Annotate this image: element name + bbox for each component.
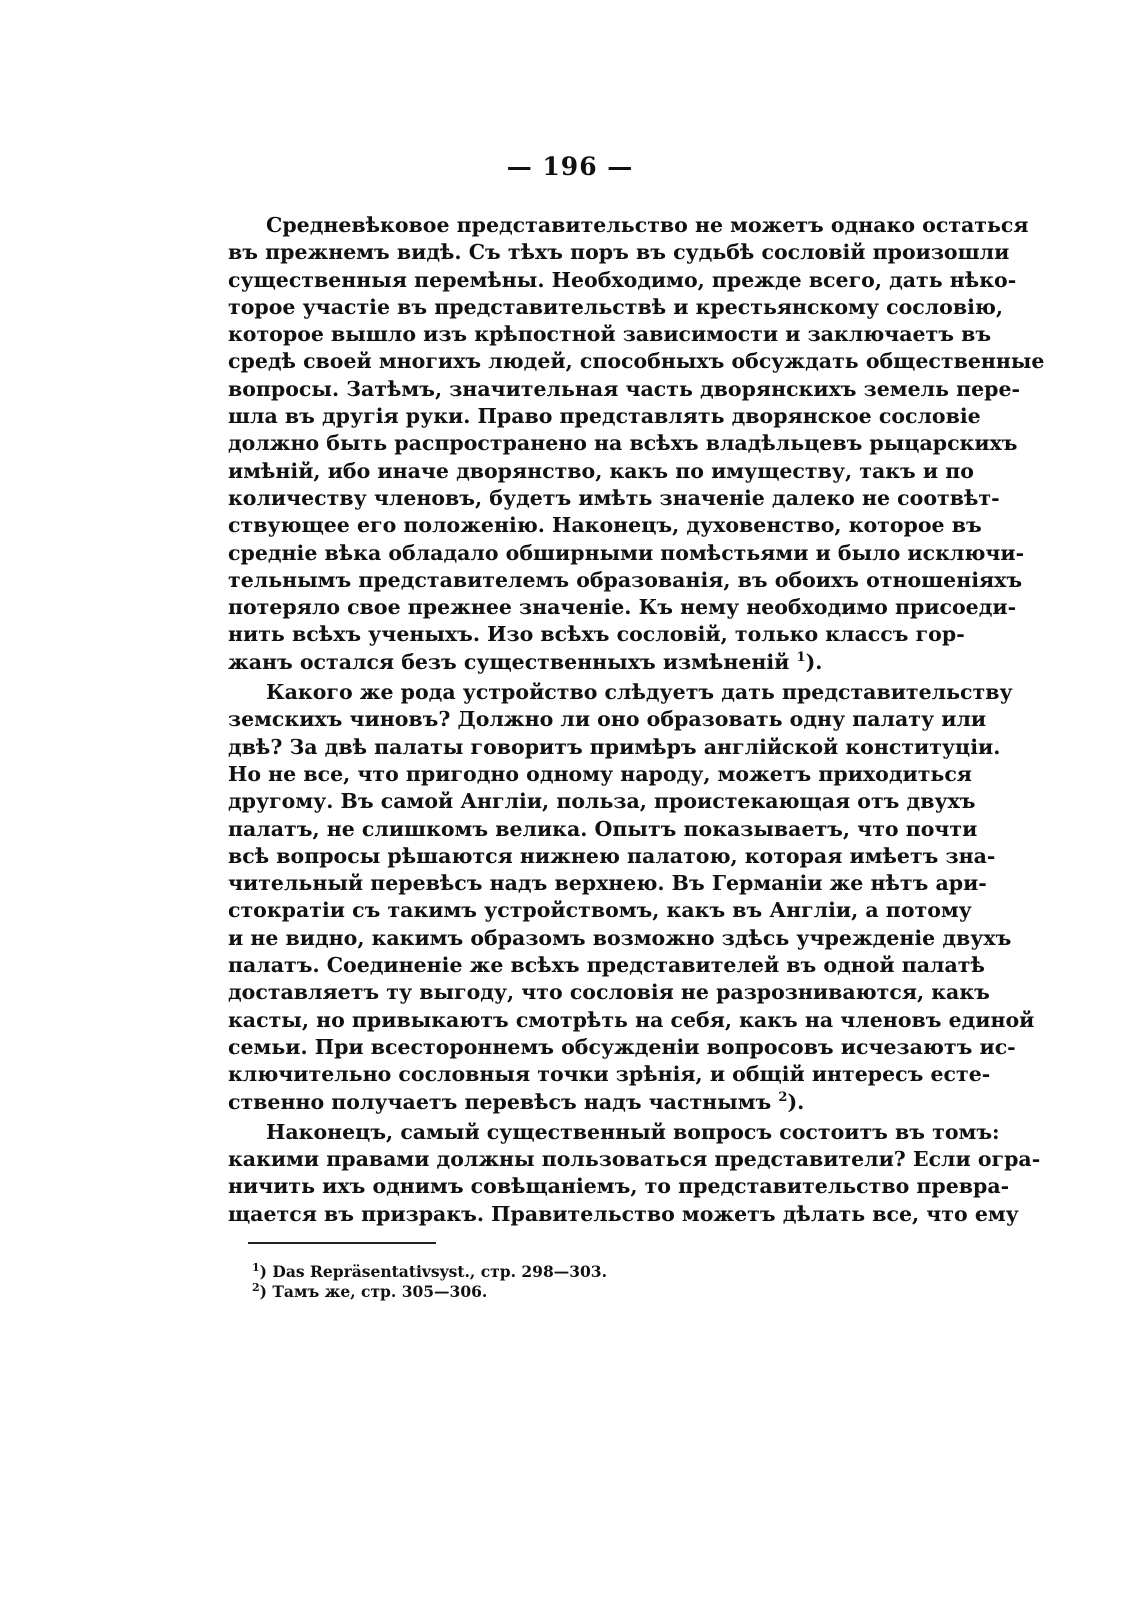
- footnote-separator: [248, 1242, 436, 1244]
- line-text: другому. Въ самой Англіи, польза, проистекающая отъ двухъ: [228, 789, 976, 814]
- footnotes: [252, 1262, 852, 1302]
- text-line: [228, 458, 974, 485]
- text-line: [228, 952, 985, 979]
- footnote: [252, 1282, 852, 1302]
- text-line: [228, 594, 1017, 621]
- text-line: [228, 485, 1000, 512]
- text-line: [228, 870, 987, 897]
- text-line: [228, 1007, 1035, 1034]
- text-line: [228, 979, 990, 1006]
- line-text: какими правами должны пользоваться представители? Если огра-: [228, 1147, 1041, 1172]
- line-text: потеряло свое прежнее значеніе. Къ нему необходимо присоеди-: [228, 595, 1017, 620]
- text-line: [228, 348, 1045, 375]
- line-text: средѣ своей многихъ людей, способныхъ обсуждать общественные: [228, 349, 1045, 374]
- line-text: средніе вѣка обладало обширными помѣстьями и было исключи-: [228, 540, 1025, 565]
- line-text: торое участіе въ представительствѣ и крестьянскому сословію,: [228, 294, 1004, 319]
- line-text: чительный перевѣсъ надъ верхнею. Въ Германіи же нѣтъ ари-: [228, 871, 987, 896]
- line-text: палатъ, не слишкомъ велика. Опытъ показываетъ, что почти: [228, 816, 978, 841]
- text-line: [228, 1089, 928, 1116]
- line-text: всѣ вопросы рѣшаются нижнею палатою, которая имѣетъ зна-: [228, 843, 996, 868]
- line-text: жанъ остался безъ существенныхъ измѣненій: [228, 649, 790, 674]
- line-text: земскихъ чиновъ? Должно ли оно образовать одну палату или: [228, 707, 987, 732]
- line-text: доставляетъ ту выгоду, что сословія не разрозниваются, какъ: [228, 980, 990, 1005]
- footnote: [252, 1262, 852, 1282]
- footnote-reference-suffix: ).: [787, 1089, 805, 1114]
- text-line: [228, 294, 1004, 321]
- line-text: тельнымъ представителемъ образованія, въ обоихъ отношеніяхъ: [228, 567, 1023, 592]
- line-text: шла въ другія руки. Право представлять дворянское сословіе: [228, 404, 981, 429]
- line-text: Но не все, что пригодно одному народу, можетъ приходиться: [228, 761, 972, 786]
- text-line: [228, 540, 1025, 567]
- line-text: имѣній, ибо иначе дворянство, какъ по имуществу, такъ и по: [228, 458, 974, 483]
- text-line: [228, 1034, 1016, 1061]
- line-text: семьи. При всестороннемъ обсужденіи вопросовъ исчезаютъ ис-: [228, 1034, 1016, 1059]
- text-line: [228, 239, 1010, 266]
- text-line: [228, 897, 972, 924]
- line-text: ключительно сословныя точки зрѣнія, и общій интересъ есте-: [228, 1062, 991, 1087]
- line-text: Какого же рода устройство слѣдуетъ дать представительству: [266, 680, 1013, 705]
- text-line: [228, 1173, 1010, 1200]
- text-line: [228, 1061, 991, 1088]
- line-text: Средневѣковое представительство не можетъ однако остаться: [266, 213, 1029, 237]
- body-text: [228, 212, 1045, 1228]
- line-text: Наконецъ, самый существенный вопросъ состоитъ въ томъ:: [266, 1119, 1000, 1144]
- line-text: въ прежнемъ видѣ. Съ тѣхъ поръ въ судьбѣ сословій произошли: [228, 240, 1010, 265]
- line-text: которое вышло изъ крѣпостной зависимости и заключаетъ въ: [228, 322, 992, 347]
- text-line: [228, 267, 1017, 294]
- line-text: ственно получаетъ перевѣсъ надъ частнымъ: [228, 1089, 772, 1114]
- text-line: [228, 430, 1018, 457]
- line-text: щается въ призракъ. Правительство можетъ дѣлать все, что ему: [228, 1201, 1019, 1226]
- text-line: [228, 843, 996, 870]
- line-text: нить всѣхъ ученыхъ. Изо всѣхъ сословій, только классъ гор-: [228, 622, 965, 647]
- line-text: вопросы. Затѣмъ, значительная часть дворянскихъ земель пере-: [228, 376, 1021, 401]
- text-line: [228, 761, 972, 788]
- paragraph: [228, 1119, 1041, 1228]
- line-text: должно быть распространено на всѣхъ владѣльцевъ рыцарскихъ: [228, 431, 1018, 456]
- text-line: [228, 621, 965, 648]
- text-line: [228, 925, 1012, 952]
- line-text: двѣ? За двѣ палаты говоритъ примѣръ англійской конституціи.: [228, 734, 1001, 759]
- paragraph: [228, 679, 1035, 1116]
- footnote-mark: 1: [252, 1260, 260, 1274]
- text-line: [228, 321, 992, 348]
- line-text: стократіи съ такимъ устройствомъ, какъ въ Англіи, а потому: [228, 898, 972, 923]
- text-line: [228, 706, 987, 733]
- text-line: [228, 649, 928, 676]
- footnote-reference: 1: [796, 649, 806, 665]
- text-line: [228, 1146, 1041, 1173]
- line-text: количеству членовъ, будетъ имѣть значеніе далеко не соотвѣт-: [228, 485, 1000, 510]
- line-text: и не видно, какимъ образомъ возможно здѣсь учрежденіе двухъ: [228, 925, 1012, 950]
- footnote-text: ) Тамъ же, стр. 305—306.: [259, 1282, 488, 1301]
- text-line: [228, 679, 1013, 706]
- page-number: — 196 —: [506, 152, 634, 181]
- line-text: существенныя перемѣны. Необходимо, прежде всего, дать нѣко-: [228, 267, 1017, 292]
- line-text: ничить ихъ однимъ совѣщаніемъ, то представительство превра-: [228, 1174, 1010, 1199]
- paragraph: [228, 212, 1045, 676]
- line-text: ствующее его положенію. Наконецъ, духовенство, которое въ: [228, 513, 982, 538]
- text-line: [228, 403, 981, 430]
- text-line: [228, 512, 982, 539]
- text-line: [228, 734, 1001, 761]
- text-line: [228, 212, 1029, 239]
- line-text: касты, но привыкаютъ смотрѣть на себя, какъ на членовъ единой: [228, 1007, 1035, 1032]
- footnote-text: ) Das Repräsentativsyst., стр. 298—303.: [259, 1262, 607, 1281]
- text-line: [228, 788, 976, 815]
- footnote-reference: 2: [778, 1089, 788, 1105]
- footnote-mark: 2: [252, 1280, 260, 1294]
- text-line: [228, 567, 1023, 594]
- text-line: [228, 376, 1021, 403]
- line-text: палатъ. Соединеніе же всѣхъ представителей въ одной палатѣ: [228, 953, 985, 978]
- text-line: [228, 1201, 1019, 1228]
- footnote-reference-suffix: ).: [805, 649, 823, 674]
- text-line: [228, 816, 978, 843]
- text-line: [228, 1119, 1000, 1146]
